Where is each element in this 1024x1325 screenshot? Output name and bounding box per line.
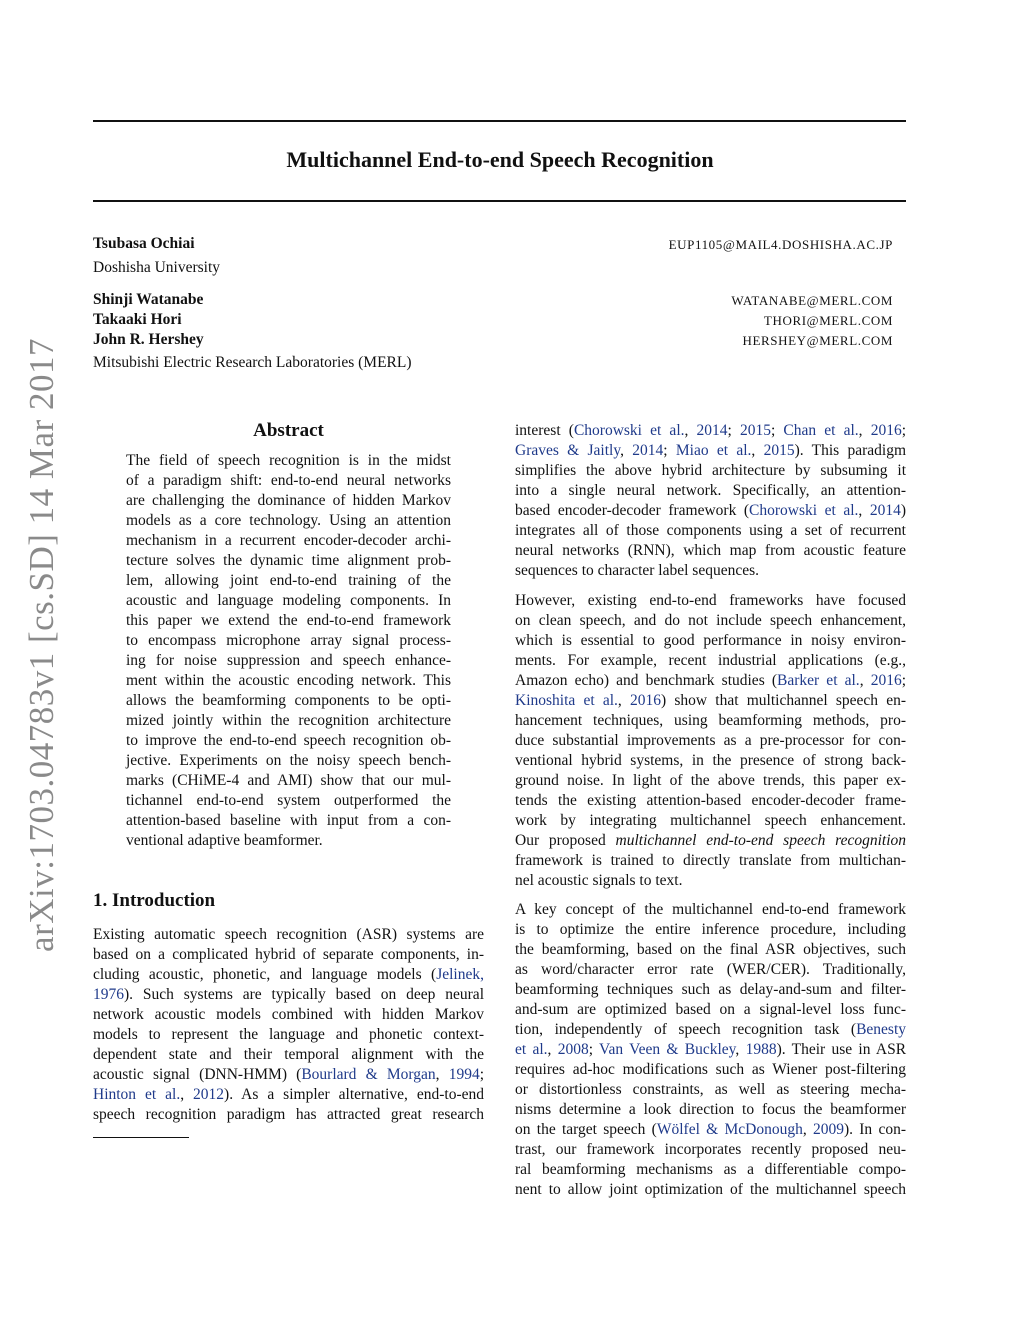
text-run: nisms determine a look direction to focus the beamformer (515, 1101, 906, 1118)
text-run: tecture solves the dynamic time alignment prob- (126, 552, 451, 569)
text-run: , (180, 1086, 194, 1103)
text-run: , (547, 1041, 558, 1058)
text-run: on the target speech ( (515, 1121, 657, 1138)
text-run: , (858, 502, 870, 519)
text-line (515, 521, 906, 541)
citation-link[interactable]: Graves & Jaitly (515, 442, 621, 459)
text-run: ventional hybrid systems, in the presence of strong back- (515, 752, 906, 769)
text-line (126, 651, 451, 671)
text-line (93, 1065, 484, 1085)
citation-link[interactable]: Barker et al. (777, 672, 860, 689)
text-run: tends the existing attention-based encoder-decoder frame- (515, 792, 906, 809)
text-line (93, 1105, 484, 1125)
citation-link[interactable]: 2012 (193, 1086, 225, 1103)
text-run: ments. For example, recent industrial applications (e.g., (515, 652, 906, 669)
citation-link[interactable]: et al. (515, 1041, 548, 1058)
text-run: simplifies the above hybrid architecture by subsuming it (515, 462, 906, 479)
text-run: to improve the end-to-end speech recognition ob- (126, 732, 451, 749)
text-run: duce substantial improvements as a pre-processor for con- (515, 732, 906, 749)
citation-link[interactable]: Bourlard & Morgan (301, 1066, 436, 1083)
citation-link[interactable]: Chan et al. (783, 422, 859, 439)
citation-link[interactable]: Van Veen & Buckley (599, 1041, 736, 1058)
text-run: attention-based baseline with input from a con- (126, 812, 451, 829)
citation-link[interactable]: 2015 (763, 442, 795, 459)
text-line (515, 1180, 906, 1200)
text-line (515, 1080, 906, 1100)
text-line (515, 711, 906, 731)
text-line (515, 541, 906, 561)
text-run: trast, our framework incorporates recently proposed neu- (515, 1141, 906, 1158)
text-line (515, 900, 906, 920)
text-line (515, 1160, 906, 1180)
affiliation: Mitsubishi Electric Research Laboratories (MERL) (93, 354, 412, 371)
abstract-body (126, 451, 451, 851)
text-run: based on a complicated hybrid of separate components, in- (93, 946, 484, 963)
text-run: speech recognition paradigm has attracted great research (93, 1106, 484, 1123)
text-run: are challenging the dominance of hidden Markov (126, 492, 451, 509)
citation-link[interactable]: 2014 (696, 422, 728, 439)
text-run: , (802, 1121, 813, 1138)
text-run: network acoustic models combined with hidden Markov (93, 1006, 484, 1023)
text-run: ). Such systems are typically based on deep neural (124, 986, 484, 1003)
text-run: jective. Experiments on the noisy speech bench- (126, 752, 451, 769)
text-run: ground noise. In light of the above trends, this paper ex- (515, 772, 906, 789)
text-run: acoustic and language modeling components. In (126, 592, 451, 609)
text-line (515, 501, 906, 521)
text-line (515, 940, 906, 960)
author-name: Tsubasa Ochiai (93, 235, 195, 252)
text-line (515, 461, 906, 481)
citation-link[interactable]: Benesty (856, 1021, 906, 1038)
text-line (515, 851, 906, 871)
text-line (126, 551, 451, 571)
text-run: sequences to character label sequences. (515, 562, 759, 579)
text-run: ment within the acoustic encoding network. This (126, 672, 451, 689)
text-run: However, existing end-to-end frameworks have focused (515, 592, 906, 609)
text-line (515, 591, 906, 611)
text-run: mechanism in a recurrent encoder-decoder archi- (126, 532, 451, 549)
citation-link[interactable]: 2016 (630, 692, 661, 709)
text-run: nel acoustic signals to text. (515, 872, 683, 889)
text-run: , (620, 442, 633, 459)
right-paragraph-3 (515, 900, 906, 1200)
text-run: marks (CHiME-4 and AMI) show that our mul- (126, 772, 451, 789)
author-email: THORI@MERL.COM (763, 313, 893, 328)
citation-link[interactable]: Miao et al. (675, 442, 752, 459)
citation-link[interactable]: 2014 (869, 502, 901, 519)
text-run: ; (663, 442, 676, 459)
text-run: lem, allowing joint end-to-end training of the (126, 572, 451, 589)
text-line (515, 1000, 906, 1020)
text-run: to encompass microphone array signal process- (126, 632, 451, 649)
text-run: ). In con- (843, 1121, 906, 1138)
text-run: tichannel end-to-end system outperformed the (126, 792, 451, 809)
text-run: is to optimize the entire inference procedure, including (515, 921, 906, 938)
text-line (126, 791, 451, 811)
citation-link[interactable]: 2014 (632, 442, 664, 459)
text-line (126, 631, 451, 651)
citation-link[interactable]: Jelinek, (436, 966, 484, 983)
text-line (126, 691, 451, 711)
text-run: interest ( (515, 422, 574, 439)
citation-link[interactable]: 2015 (739, 422, 771, 439)
text-run: allows the beamforming components to be opti- (126, 692, 451, 709)
text-run: models as a core technology. Using an attention (126, 512, 451, 529)
text-run: work by integrating multichannel speech enhancement. (515, 812, 906, 829)
text-line (126, 531, 451, 551)
text-run: beamforming techniques such as delay-and-sum and filter- (515, 981, 906, 998)
citation-link[interactable]: 2016 (870, 422, 902, 439)
text-line (515, 920, 906, 940)
author-name: Shinji Watanabe (93, 291, 204, 308)
text-run: integrates all of those components using a set of recurrent (515, 522, 906, 539)
text-line (126, 711, 451, 731)
text-line (93, 1005, 484, 1025)
text-run: , (858, 422, 871, 439)
right-paragraph-2 (515, 591, 906, 891)
text-line (515, 811, 906, 831)
text-line (515, 1060, 906, 1080)
text-line (515, 421, 906, 441)
text-line (126, 751, 451, 771)
text-run: ; (770, 422, 784, 439)
text-line (93, 1085, 484, 1105)
text-run: Existing automatic speech recognition (ASR) systems are (93, 926, 484, 943)
text-line (126, 671, 451, 691)
citation-link[interactable]: 1994 (448, 1066, 480, 1083)
text-run: models to represent the language and phonetic context- (93, 1026, 484, 1043)
text-line (93, 985, 484, 1005)
text-line (515, 481, 906, 501)
text-run: cluding acoustic, phonetic, and language models ( (93, 966, 437, 983)
text-line (126, 451, 451, 471)
author-email: HERSHEY@MERL.COM (742, 333, 893, 348)
text-line (126, 491, 451, 511)
text-run: , (735, 1041, 746, 1058)
introduction-paragraph (93, 925, 484, 1125)
text-line (93, 1045, 484, 1065)
emphasis-text: multichannel end-to-end speech recognition (615, 832, 907, 849)
footnote-rule (93, 1137, 189, 1138)
text-run: The field of speech recognition is in the midst (126, 452, 451, 469)
text-run: the beamforming, based on the final ASR objectives, such (515, 941, 906, 958)
text-line (515, 751, 906, 771)
text-run: ; (901, 422, 906, 439)
text-run: mized jointly within the recognition architecture (126, 712, 451, 729)
text-run: which is essential to good performance in noisy environ- (515, 632, 906, 649)
text-run: ; (727, 422, 740, 439)
text-line (515, 691, 906, 711)
text-run: as word/character error rate (WER/CER). Traditionally, (515, 961, 906, 978)
text-run: ing for noise suppression and speech enhance- (126, 652, 451, 669)
text-run: ). This paradigm (794, 442, 907, 459)
citation-link[interactable]: 2008 (557, 1041, 589, 1058)
text-run: dependent state and their temporal alignment with the (93, 1046, 484, 1063)
text-line (126, 611, 451, 631)
text-run: A key concept of the multichannel end-to-end framework (515, 901, 906, 918)
text-run: ral beamforming mechanisms as a differentiable compo- (515, 1161, 906, 1178)
text-run: into a single neural network. Specifically, an attention- (515, 482, 906, 499)
abstract-heading: Abstract (253, 420, 324, 441)
text-run: of a paradigm shift: end-to-end neural networks (126, 472, 451, 489)
affiliation: Doshisha University (93, 259, 221, 276)
text-line (126, 731, 451, 751)
citation-link[interactable]: 1988 (745, 1041, 777, 1058)
text-line (126, 591, 451, 611)
text-run: tion, independently of speech recognition task ( (515, 1021, 857, 1038)
text-run: acoustic signal (DNN-HMM) ( (93, 1066, 302, 1083)
text-line (126, 811, 451, 831)
text-line (515, 1020, 906, 1040)
text-run: based encoder-decoder framework ( (515, 502, 750, 519)
title-bottom-rule (93, 200, 906, 202)
text-line (126, 831, 451, 851)
author-email: EUP1105@MAIL4.DOSHISHA.AC.JP (668, 237, 893, 252)
text-run: ventional adaptive beamformer. (126, 832, 323, 849)
text-line (126, 571, 451, 591)
author-name: Takaaki Hori (93, 311, 182, 328)
text-line (515, 561, 906, 581)
citation-link[interactable]: 1976 (93, 986, 124, 1003)
text-run: , (435, 1066, 449, 1083)
text-run: , (684, 422, 697, 439)
text-run: requires ad-hoc modifications such as Wiener post-filtering (515, 1061, 906, 1078)
text-run: , (859, 672, 871, 689)
text-run: nent to allow joint optimization of the multichannel speech (515, 1181, 906, 1198)
citation-link[interactable]: Kinoshita et al. (515, 692, 618, 709)
text-run: ) show that multichannel speech en- (661, 692, 906, 709)
citation-link[interactable]: Chorowski et al. (749, 502, 859, 519)
text-line (515, 831, 906, 851)
text-run: Amazon echo) and benchmark studies ( (515, 672, 778, 689)
text-line (515, 1140, 906, 1160)
text-line (515, 1120, 906, 1140)
text-run: this paper we extend the end-to-end framework (126, 612, 451, 629)
text-line (126, 471, 451, 491)
text-run: hancement techniques, using beamforming methods, pro- (515, 712, 906, 729)
text-run: and-sum are optimized based on a signal-level loss func- (515, 1001, 906, 1018)
text-line (515, 731, 906, 751)
text-run: ; (901, 672, 906, 689)
text-line (515, 960, 906, 980)
top-rule (93, 120, 906, 122)
text-run: on clean speech, and do not include speech enhancement, (515, 612, 906, 629)
citation-link[interactable]: Chorowski et al. (573, 422, 685, 439)
introduction-heading: 1. Introduction (93, 890, 216, 911)
text-line (515, 671, 906, 691)
text-line (93, 945, 484, 965)
text-line (515, 651, 906, 671)
text-run: ). As a simpler alternative, end-to-end (224, 1086, 485, 1103)
text-run: framework is trained to directly translate from multichan- (515, 852, 906, 869)
text-run: ; (479, 1066, 485, 1083)
text-run: , (617, 692, 630, 709)
text-run: ). Their use in ASR (776, 1041, 907, 1058)
citation-link[interactable]: 2009 (812, 1121, 844, 1138)
text-run: neural networks (RNN), which map from acoustic feature (515, 542, 906, 559)
text-line (515, 1100, 906, 1120)
text-line (126, 511, 451, 531)
citation-link[interactable]: Hinton et al. (93, 1086, 181, 1103)
citation-link[interactable]: Wölfel & McDonough (656, 1121, 803, 1138)
text-line (515, 1040, 906, 1060)
paper-title: Multichannel End-to-end Speech Recognition (286, 147, 714, 172)
author-email: WATANABE@MERL.COM (731, 293, 893, 308)
text-line (515, 631, 906, 651)
text-line (515, 871, 906, 891)
text-line (515, 791, 906, 811)
right-paragraph-1 (515, 421, 906, 581)
text-line (93, 925, 484, 945)
arxiv-identifier: arXiv:1703.04783v1 [cs.SD] 14 Mar 2017 (22, 338, 61, 952)
text-line (93, 1025, 484, 1045)
text-line (515, 441, 906, 461)
citation-link[interactable]: 2016 (870, 672, 902, 689)
text-line (126, 771, 451, 791)
text-line (515, 611, 906, 631)
text-run: , (751, 442, 764, 459)
text-line (93, 965, 484, 985)
text-run: ) (900, 502, 907, 519)
text-run: Our proposed (515, 832, 616, 849)
text-line (515, 980, 906, 1000)
text-line (515, 771, 906, 791)
text-run: ; (588, 1041, 600, 1058)
text-run: or distortionless constraints, as well as steering mecha- (515, 1081, 906, 1098)
author-name: John R. Hershey (93, 331, 204, 348)
